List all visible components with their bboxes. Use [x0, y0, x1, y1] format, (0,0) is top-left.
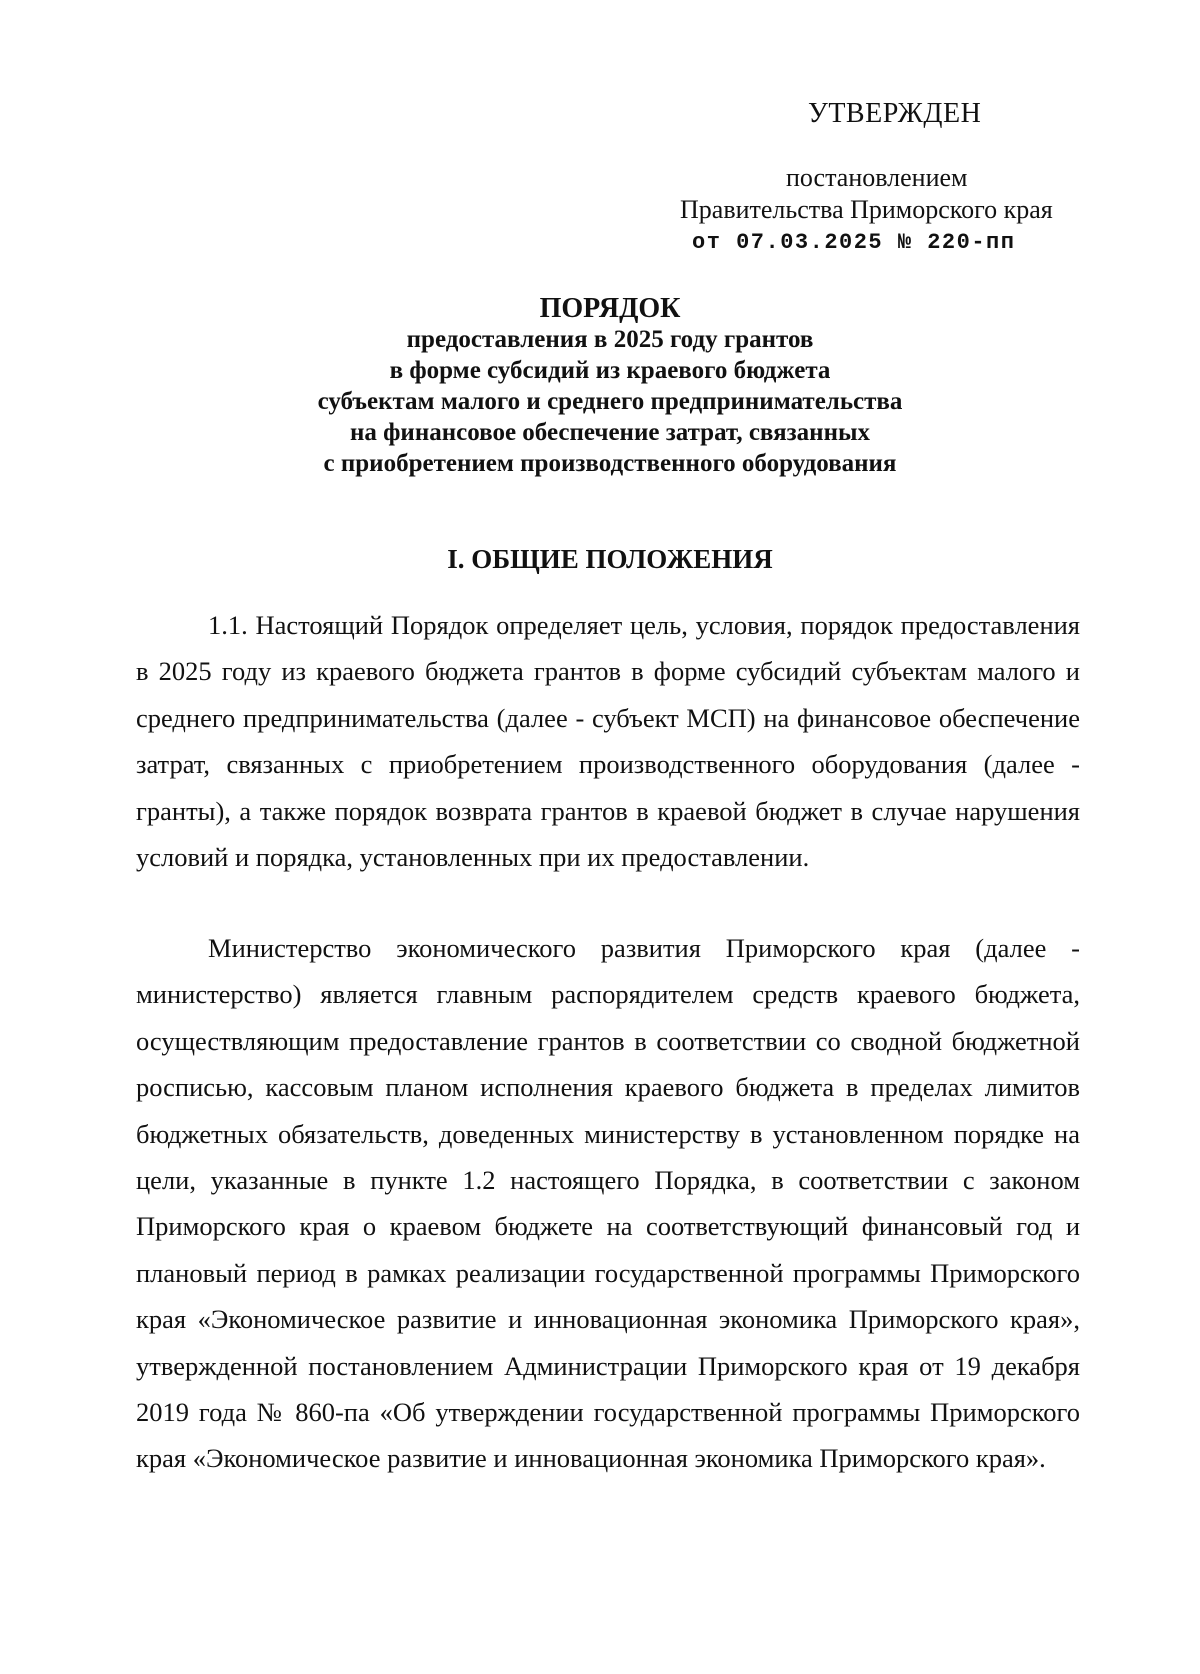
paragraph-1-1: 1.1. Настоящий Порядок определяет цель, условия, порядок предоставления в 2025 году из краевого бюджета грантов в форме субсидий субъектам малого и среднего предпринимательства (далее - субъект МСП) на финансовое обеспечение затрат, связанных с приобретением производственного оборудования (далее - гранты), а также порядок возврата грантов в краевой бюджет в случае нарушения условий и порядка, установленных при их предоставлении. [136, 610, 1080, 873]
paragraph-ministry: Министерство экономического развития Приморского края (далее - министерство) является главным распорядителем средств краевого бюджета, осуществляющим предоставление грантов в соответствии со сводной бюджетной росписью, кассовым планом исполнения краевого бюджета в пределах лимитов бюджетных обязательств, доведенных министерству в установленном порядке на цели, указанные в пункте 1.2 настоящего Порядка, в соответствии с законом Приморского края о краевом бюджете на соответствующий финансовый год и плановый период в рамках реализации государственной программы Приморского края «Экономическое развитие и инновационная экономика Приморского края», утвержденной постановлением Администрации Приморского края от 19 декабря 2019 года № 860-па «Об утверждении государственной программы Приморского края «Экономическое развитие и инновационная экономика Приморского края». [136, 933, 1080, 1474]
approval-resolution-label: постановлением [786, 163, 968, 192]
document-subtitle-line: субъектам малого и среднего предпринимательства [317, 388, 903, 415]
approved-stamp-title: УТВЕРЖДЕН [808, 98, 982, 129]
approval-authority: Правительства Приморского края [680, 195, 1053, 224]
document-subtitle-line: на финансовое обеспечение затрат, связанных [349, 419, 871, 446]
section-heading: I. ОБЩИЕ ПОЛОЖЕНИЯ [447, 544, 773, 574]
approval-date-number: от 07.03.2025 № 220-пп [692, 230, 1016, 255]
document-subtitle-line: предоставления в 2025 году грантов [406, 326, 814, 353]
document-subtitle-line: с приобретением производственного оборудования [323, 450, 897, 477]
document-subtitle-line: в форме субсидий из краевого бюджета [389, 357, 831, 384]
document-title: ПОРЯДОК [539, 293, 681, 324]
